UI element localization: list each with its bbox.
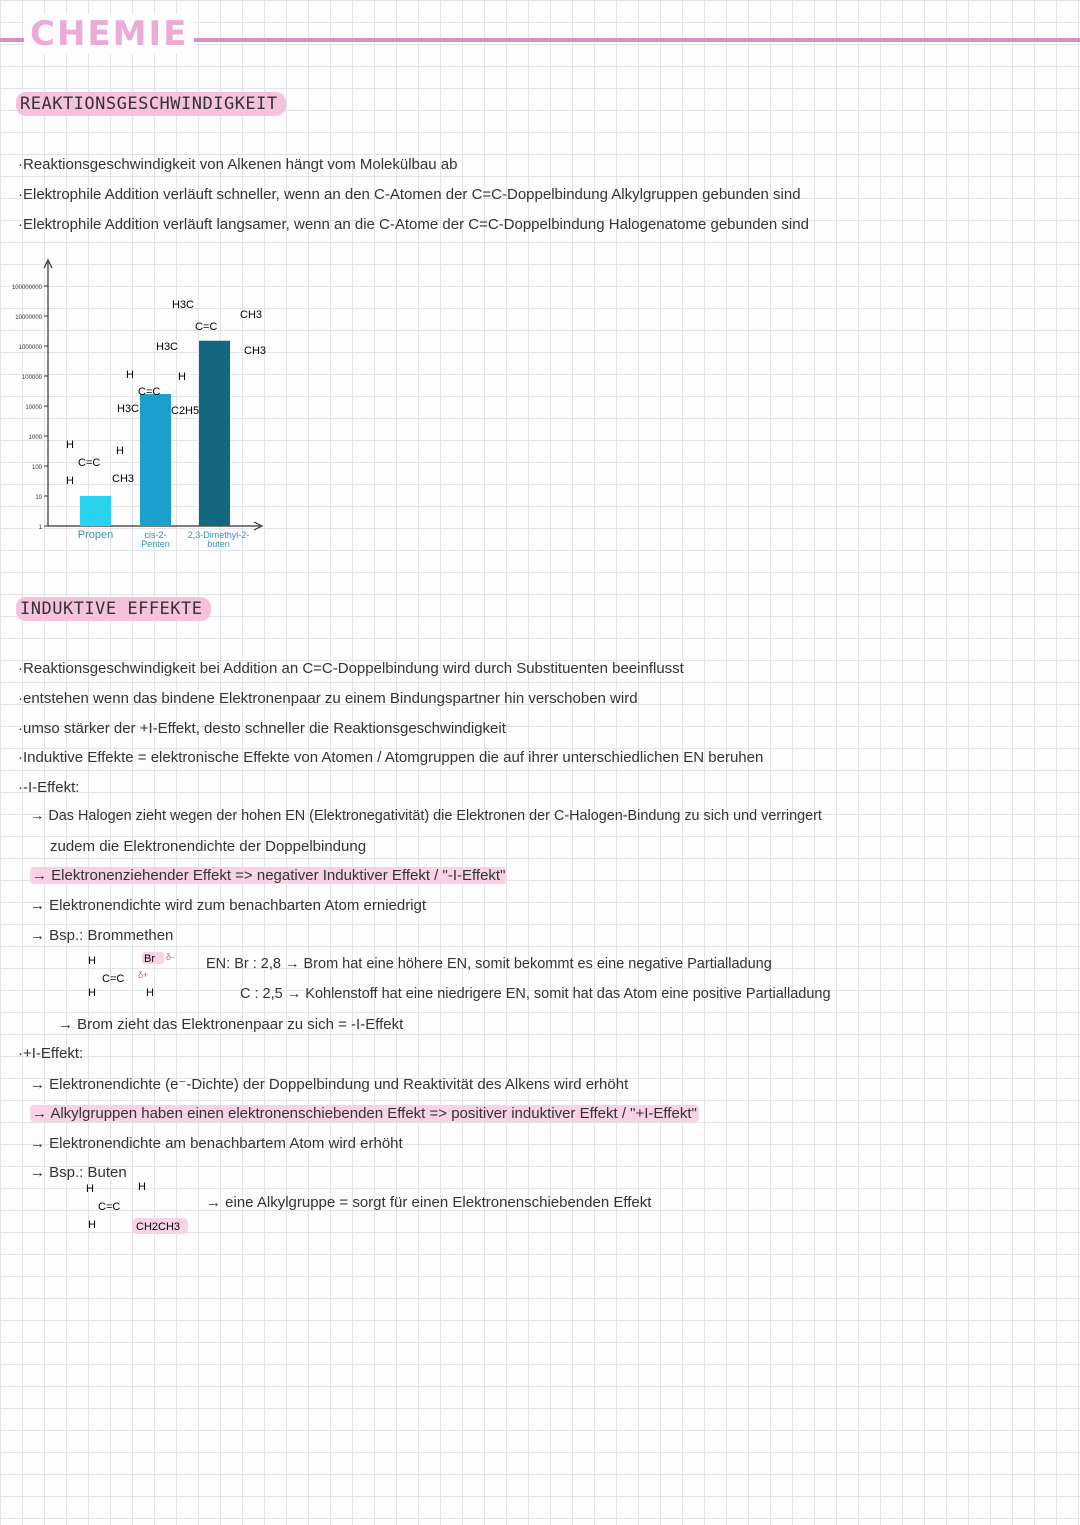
- buten-cc: C=C: [98, 1201, 121, 1213]
- category-label: buten: [207, 539, 230, 549]
- structure-propen: [66, 439, 134, 487]
- text-line: → Elektronendichte (e⁻-Dichte) der Doppelbindung und Reaktivität des Alkens wird erhöht: [30, 1076, 629, 1093]
- text-line: C : 2,5 → Kohlenstoff hat eine niedrigere EN, somit hat das Atom eine positive Partialladung: [240, 986, 831, 1002]
- dimethyl-h3c-bottom: H3C: [156, 341, 179, 353]
- penten-cc: C=C: [138, 386, 161, 398]
- text-line: → Bsp.: Buten: [30, 1164, 127, 1181]
- text-line: EN: Br : 2,8 → Brom hat eine höhere EN, somit bekommt es eine negative Partialladung: [206, 956, 772, 972]
- brommethen-cc: C=C: [102, 973, 125, 985]
- buten-h3: H: [88, 1219, 96, 1231]
- highlight-plus-i: → Alkylgruppen haben einen elektronenschiebenden Effekt => positiver induktiver Effekt / "+I-Effekt": [32, 1105, 697, 1122]
- y-tick-label: 100: [31, 465, 42, 471]
- delta-plus: δ+: [138, 970, 149, 980]
- delta-minus: δ-: [166, 952, 175, 962]
- y-tick-label: 1: [38, 525, 42, 531]
- propen-h3: H: [116, 445, 124, 457]
- highlight-minus-i: → Elektronenziehender Effekt => negativer Induktiver Effekt / "-I-Effekt": [32, 867, 506, 884]
- brommethen-h2: H: [88, 987, 96, 999]
- category-label: 2,3-Dimethyl-2-: [187, 530, 250, 540]
- propen-cc: C=C: [78, 457, 101, 469]
- structure-brommethen: [80, 948, 190, 1004]
- text-line: ·Reaktionsgeschwindigkeit bei Addition an C=C-Doppelbindung wird durch Substituenten beeinflusst: [18, 660, 684, 677]
- y-tick-label: 1000: [28, 435, 42, 441]
- text-line: ·umso stärker der +I-Effekt, desto schneller die Reaktionsgeschwindigkeit: [18, 720, 506, 737]
- dimethyl-h3c-top: H3C: [172, 299, 195, 311]
- text-line: ·Reaktionsgeschwindigkeit von Alkenen hängt vom Molekülbau ab: [18, 156, 458, 173]
- brommethen-h3: H: [146, 987, 154, 999]
- y-tick-label: 100000000: [11, 285, 42, 291]
- text-line: → Bsp.: Brommethen: [30, 927, 174, 944]
- text-line: ·Induktive Effekte = elektronische Effekte von Atomen / Atomgruppen die auf ihrer unterschiedlichen EN beruhen: [18, 749, 764, 766]
- page-title: CHEMIE: [24, 14, 194, 54]
- buten-h1: H: [86, 1183, 94, 1195]
- dimethyl-cc: C=C: [195, 321, 218, 333]
- text-line: ·Elektrophile Addition verläuft schneller, wenn an den C-Atomen der C=C-Doppelbindung Alkylgruppen gebunden sind: [18, 186, 801, 203]
- section-heading-induktive-effekte: INDUKTIVE EFFEKTE: [16, 597, 211, 621]
- propen-h2: H: [66, 475, 74, 487]
- brommethen-br: Br: [144, 953, 155, 965]
- y-tick-label: 10: [35, 495, 42, 501]
- text-line: → Elektronendichte am benachbartem Atom wird erhöht: [30, 1135, 403, 1152]
- bar-propen: [80, 496, 111, 526]
- section-heading-reaktionsgeschwindigkeit: REAKTIONSGESCHWINDIGKEIT: [16, 92, 286, 116]
- dimethyl-ch3-bottom: CH3: [244, 345, 267, 357]
- reaction-rate-chart: [0, 250, 300, 560]
- text-line: ·Elektrophile Addition verläuft langsamer, wenn an die C-Atome der C=C-Doppelbindung Halogenatome gebunden sind: [18, 216, 809, 233]
- category-label: Penten: [141, 539, 170, 549]
- bar-cis-2-penten: [140, 394, 171, 526]
- text-line: → Das Halogen zieht wegen der hohen EN (Elektronegativität) die Elektronen der C-Halogen-Bindung zu sich und verringert: [30, 808, 822, 824]
- text-line: → Brom zieht das Elektronenpaar zu sich = -I-Effekt: [58, 1016, 404, 1033]
- text-line: [30, 1105, 699, 1122]
- penten-h1: H: [126, 369, 134, 381]
- plus-i-effect-label: ·+I-Effekt:: [18, 1045, 84, 1062]
- text-line: → Elektronendichte wird zum benachbarten Atom erniedrigt: [30, 897, 427, 914]
- text-line: → eine Alkylgruppe = sorgt für einen Elektronenschiebenden Effekt: [206, 1194, 652, 1211]
- propen-h1: H: [66, 439, 74, 451]
- buten-ch2ch3: CH2CH3: [136, 1221, 181, 1233]
- text-line: ·entstehen wenn das bindene Elektronenpaar zu einem Bindungspartner hin verschoben wird: [18, 690, 638, 707]
- penten-h3c: H3C: [117, 403, 140, 415]
- brommethen-h1: H: [88, 955, 96, 967]
- propen-ch3: CH3: [112, 473, 135, 485]
- y-tick-label: 1000000: [18, 345, 42, 351]
- y-tick-label: 100000: [21, 375, 42, 381]
- text-line: [30, 867, 507, 884]
- bar-2-3-dimethyl-2-buten: [199, 341, 230, 526]
- buten-h2: H: [138, 1181, 146, 1193]
- category-label: Propen: [77, 529, 114, 541]
- minus-i-effect-label: ·-I-Effekt:: [18, 779, 80, 796]
- structure-buten: [80, 1176, 200, 1240]
- category-label: cis-2-: [144, 530, 167, 540]
- y-tick-label: 10000: [25, 405, 42, 411]
- y-tick-label: 10000000: [15, 315, 42, 321]
- penten-h2: H: [178, 371, 186, 383]
- text-line: zudem die Elektronendichte der Doppelbindung: [50, 838, 367, 855]
- penten-c2h5: C2H5: [171, 405, 200, 417]
- dimethyl-ch3-top: CH3: [240, 309, 263, 321]
